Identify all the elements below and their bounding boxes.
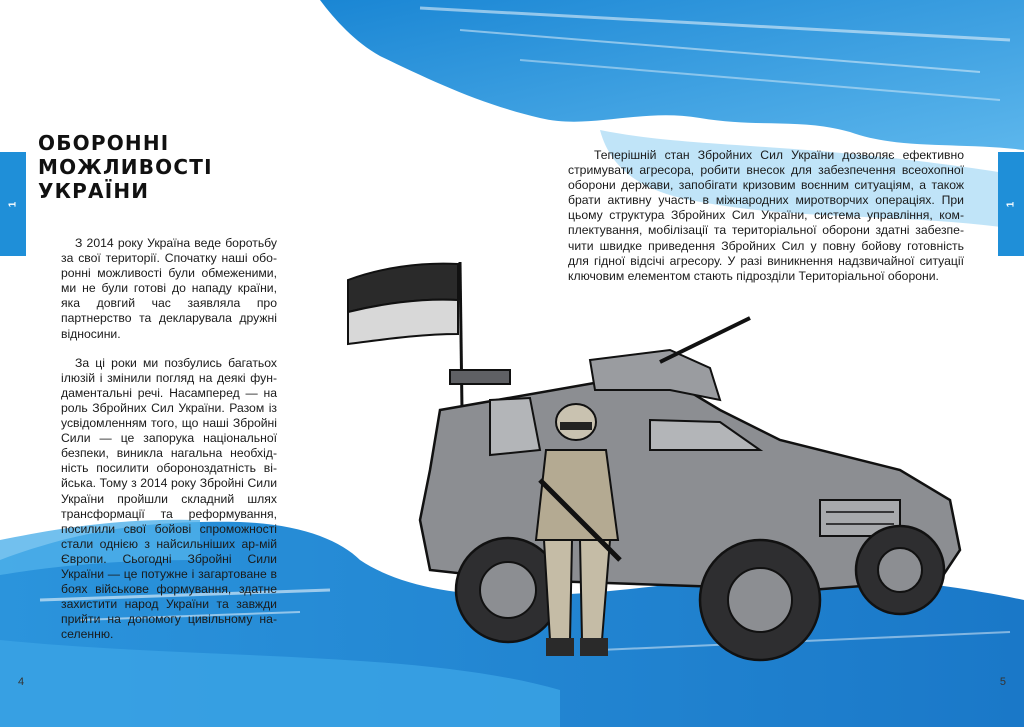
armored-vehicle-soldier-flag-illustration [340, 250, 980, 670]
section-tab-left [0, 152, 26, 256]
section-tab-left-label: 1 [7, 201, 19, 207]
section-title-line-3: УКРАЇНИ [38, 179, 150, 203]
flag-icon [348, 262, 462, 410]
left-column-text [61, 236, 277, 656]
section-title [38, 131, 213, 203]
section-title-line-1: ОБОРОННІ [38, 131, 170, 155]
right-paragraph-1: Теперішній стан Збройних Сил України дозволяє ефективно стримувати агресора, робити внесок для забезпечення всеохопної оборони держави, запобігати кризовим воєнним ситуаціям, а також брати активну участь в міжнародних миротворчих операціях. При цьому структура Збройних Сил України, система управління, комплектування, мобілізації та територіальної оборони здатні забезпечити швидке приведення Збройних Сил у повну бойову готовність для гідної відсічі агресору. У разі виникнення надзвичайної ситуації ключовим елементом стають підрозділи Територіальної оборони. [568, 148, 964, 283]
section-tab-right-label: 1 [1005, 201, 1017, 207]
page-number-right: 5 [999, 676, 1006, 688]
section-tab-right [998, 152, 1024, 256]
page-number-left: 4 [18, 676, 25, 688]
section-title-line-2: МОЖЛИВОСТІ [38, 155, 213, 179]
left-paragraph-2: За ці роки ми позбулись багатьох ілюзій і змінили погляд на деякі фундаментальні речі. Насамперед — на роль Збройних Сил України. Разом із усвідомленням того, що наші Збройні Сили — це запорука національної безпеки, виникла нагальна необхідність посилити обороноздатність війська. Тому з 2014 року Збройні Сили України пройшли складний шлях трансформації та реформування, посилили свої бойові спроможності стали однією з найсильніших ар-мій Європи. Сьогодні Збройні Сили України — це потужне і загартоване в боях військове формування, здатне захистити народ України та завжди прийти на допомогу цивільному населенню. [61, 355, 277, 642]
left-paragraph-1: З 2014 року Україна веде боротьбу за свої території. Спочатку наші оборонні можливості були обмеженими, ми не були готові до нападу країни, яка довгий час заявляла про партнерство та декларувала дружні відносини. [61, 236, 277, 341]
